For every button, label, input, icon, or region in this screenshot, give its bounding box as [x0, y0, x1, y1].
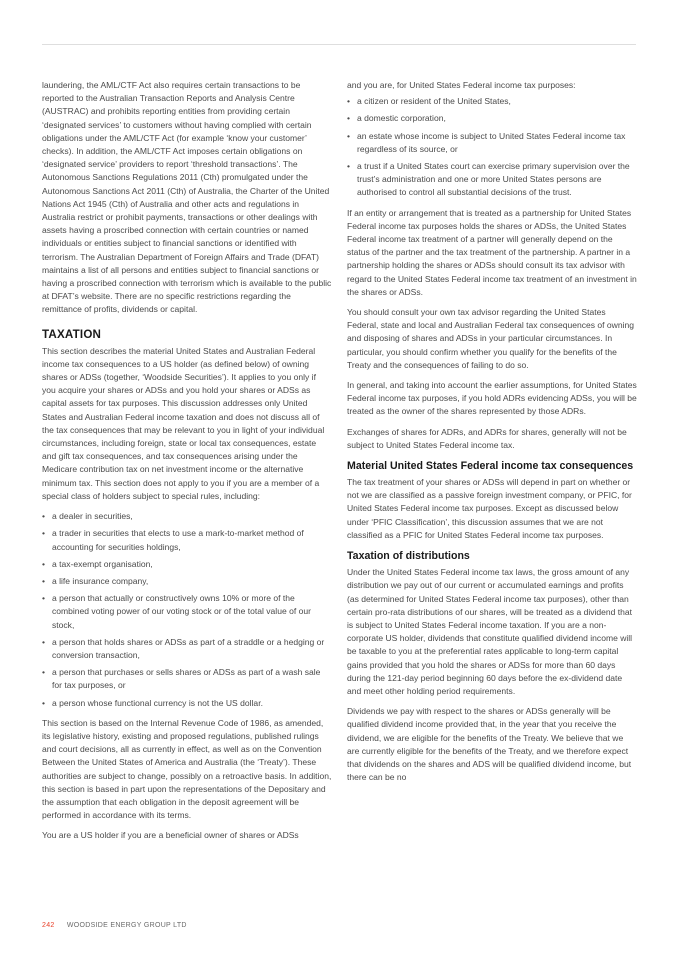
intro-paragraph: laundering, the AML/CTF Act also requires certain transactions to be reported to the Australian Transaction Reports and Analysis Centre (AUSTRAC) and prohibits reporting entities from providing certain ‘designated services’ to customers without having complied with certain obligations under the AML/CTF Act (for example ‘know your customer’ checks). In addition, the AML/CTF Act imposes certain obligations on ‘designated service’ providers to report ‘threshold transactions’. The Autonomous Sanctions Regulations 2011 (Cth) promulgated under the Autonomous Sanctions Act 2011 (Cth) of Australia, the Charter of the United Nations Act 1945 (Cth) of Australia and other acts and regulations in Australia restrict or prohibit payments, transactions or other dealings with assets having a proscribed connection with certain countries or named individuals or entities subject to financial sanctions or identified with terrorism. The Australian Department of Foreign Affairs and Trade (DFAT) maintains a list of all persons and entities subject to financial sanctions or having a proscribed connection with terrorism which is available to the public at DFAT’s website. There are no specific restrictions regarding the remittance of profits, dividends or capital. [42, 80, 332, 315]
list-item: • a trust if a United States court can exercise primary supervision over the trust’s administration and one or more United States persons are authorised to control all substantial decisions of the trust. [347, 160, 637, 200]
page-footer [42, 922, 187, 929]
us-holder-paragraph: You are a US holder if you are a beneficial owner of shares or ADSs [42, 830, 299, 841]
header-rule [42, 44, 636, 45]
right-column [347, 79, 637, 791]
left-column [42, 79, 332, 850]
special-classes-list [42, 510, 332, 710]
company-name: WOODSIDE ENERGY GROUP LTD [66, 922, 187, 929]
continuation-paragraph: and you are, for United States Federal income tax purposes: [347, 80, 576, 90]
partnership-paragraph: If an entity or arrangement that is treated as a partnership for United States Federal income tax purposes holds the shares or ADSs, the United States Federal income tax treatment of a partner will generally depend on the status of the partner and the tax treatment of the partnership. A partner in a partnership holding the shares or ADSs should consult its tax advisor with regard to the United States Federal income tax treatment of an investment in the shares or ADSs. [347, 207, 637, 297]
list-item: • a dealer in securities, [42, 510, 332, 523]
us-holder-list [347, 95, 637, 199]
list-item: • a life insurance company, [42, 575, 332, 588]
list-item: • an estate whose income is subject to United States Federal income tax regardless of its source, or [347, 130, 637, 156]
page-number: 242 [42, 922, 55, 929]
list-item: • a trader in securities that elects to use a mark-to-market method of accounting for securities holdings, [42, 527, 332, 553]
taxation-heading: TAXATION [42, 327, 102, 341]
list-item: • a person that holds shares or ADSs as part of a straddle or a hedging or conversion transaction, [42, 636, 332, 662]
distributions-heading: Taxation of distributions [347, 550, 470, 563]
dividends-paragraph: Dividends we pay with respect to the shares or ADSs generally will be qualified dividend income provided that, in the year that you receive the dividend, we are eligible for the benefits of the Treaty. We believe that we are currently eligible for the benefits of the Treaty, and we therefore expect that dividends on the shares and ADS will be qualified dividend income, but there can be no [347, 706, 632, 783]
list-item: • a domestic corporation, [347, 112, 637, 125]
distributions-paragraph: Under the United States Federal income tax laws, the gross amount of any distribution we pay out of our current or accumulated earnings and profits (as determined for United States Federal income tax purposes), other than certain pro-rata distributions of our shares, will be treated as a dividend that is subject to United States Federal income taxation. If you are a non-corporate US holder, dividends that constitute qualified dividend income will be taxable to you at the preferential rates applicable to long-term capital gains provided that you hold the shares or ADSs for more than 60 days during the 121-day period beginning 60 days before the ex-dividend date and meet other holding period requirements. [347, 567, 633, 696]
material-paragraph: The tax treatment of your shares or ADSs will depend in part on whether or not we are classified as a passive foreign investment company, or PFIC, for United States Federal income tax purposes. Except as discussed below under ‘PFIC Classification’, this discussion assumes that we are not classified as a PFIC for United States Federal income tax purposes. [347, 477, 632, 540]
list-item: • a person that actually or constructively owns 10% or more of the combined voting power of our voting stock or of the total value of our stock, [42, 592, 332, 632]
exchanges-paragraph: Exchanges of shares for ADRs, and ADRs for shares, generally will not be subject to United States Federal income tax. [347, 426, 627, 450]
list-item: • a tax-exempt organisation, [42, 558, 332, 571]
list-item: • a person that purchases or sells shares or ADSs as part of a wash sale for tax purposes, or [42, 666, 332, 692]
taxation-paragraph: This section describes the material United States and Australian Federal income tax consequences to a US holder (as defined below) of owning shares or ADSs (together, ‘Woodside Securities’). It applies to you only if you acquire your shares or ADSs and you hold your shares or ADSs as capital assets for tax purposes. This discussion addresses only United States and Australian Federal income taxation and does not discuss all of the tax consequences that may be relevant to you in light of your individual circumstances, including foreign, state or local tax consequences, estate and gift tax consequences, and tax consequences arising under the Medicare contribution tax on net investment income or the alternative minimum tax. This section does not apply to you if you are a member of a special class of holders subject to special rules, including: [42, 345, 325, 501]
material-heading: Material United States Federal income tax consequences [347, 460, 634, 473]
general-paragraph: In general, and taking into account the earlier assumptions, for United States Federal income tax purposes, if you hold ADRs evidencing ADSs, you will be treated as the owner of the shares represented by those ADRs. [347, 380, 637, 417]
code-paragraph: This section is based on the Internal Revenue Code of 1986, as amended, its legislative history, existing and proposed regulations, published rulings and court decisions, all as currently in effect, as well as on the Convention Between the United States of America and Australia (the ‘Treaty’). These authorities are subject to change, possibly on a retroactive basis. In addition, this section is based in part upon the representations of the Depositary and the assumption that each obligation in the deposit agreement will be performed in accordance with its terms. [42, 717, 332, 821]
list-item: • a person whose functional currency is not the US dollar. [42, 697, 332, 710]
list-item: • a citizen or resident of the United States, [347, 95, 637, 108]
advisor-paragraph: You should consult your own tax advisor regarding the United States Federal, state and local and Australian Federal tax consequences of owning and disposing of shares and ADSs in your particular circumstances. In particular, you should confirm whether you qualify for the benefits of the Treaty and the consequences of failing to do so. [347, 307, 634, 370]
